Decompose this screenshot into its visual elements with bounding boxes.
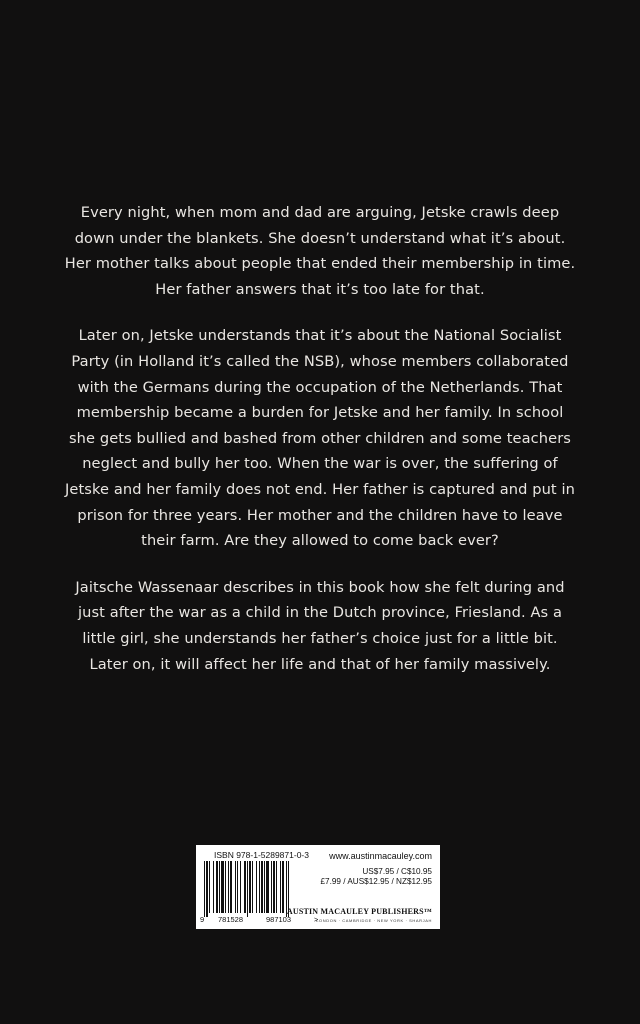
barcode-bar (209, 861, 210, 913)
price-line-1: US$7.95 / C$10.95 (362, 867, 432, 876)
price-list (320, 867, 432, 887)
barcode-bar (221, 861, 224, 913)
barcode-digit-group-2: 987103 (266, 915, 292, 924)
barcode-bar (213, 861, 214, 913)
barcode-bar (244, 861, 246, 913)
barcode-digit-lead: 9 (200, 915, 205, 924)
barcode-bar (280, 861, 281, 913)
barcode-digit-tail: > (314, 915, 319, 924)
barcode-bar (230, 861, 232, 913)
barcode-bar (219, 861, 220, 913)
barcode-bar (252, 861, 253, 913)
barcode-bar (204, 861, 205, 917)
barcode-bar (237, 861, 238, 913)
publisher-logo: AUSTIN MACAULEY PUBLISHERS™ (286, 907, 432, 916)
barcode-bar (261, 861, 263, 913)
barcode-bar (266, 861, 269, 913)
barcode-bar (206, 861, 208, 917)
back-cover-blurb (62, 200, 578, 698)
barcode-bar (264, 861, 265, 913)
barcode-bar (271, 861, 272, 913)
barcode-bar (247, 861, 248, 917)
barcode-digit-group-1: 781528 (218, 915, 244, 924)
isbn-label: ISBN 978-1-5289871-0-3 (214, 850, 309, 860)
barcode-bar (282, 861, 284, 913)
barcode-bar (235, 861, 236, 913)
barcode-bar (216, 861, 218, 913)
publisher-website: www.austinmacauley.com (329, 851, 432, 861)
barcode-bar (259, 861, 260, 913)
barcode-bar (225, 861, 226, 913)
barcode-bar (240, 861, 241, 913)
barcode-panel (196, 845, 440, 929)
barcode-bar (273, 861, 275, 913)
blurb-paragraph-2: Later on, Jetske understands that it’s about the National Socialist Party (in Holland it’s called the NSB), whose members collaborated with the Germans during the occupation of the Netherlands. That membership became a burden for Jetske and her family. In school she gets bullied and bashed from other children and some teachers neglect and bully her too. When the war is over, the suffering of Jetske and her family does not end. Her father is captured and put in prison for three years. Her mother and the children have to leave their farm. Are they allowed to come back ever? (64, 327, 575, 550)
barcode-bar (249, 861, 251, 913)
blurb-paragraph-1: Every night, when mom and dad are arguing, Jetske crawls deep down under the blankets. She doesn’t understand what it’s about. Her mother talks about people that ended their membership in time. Her father answers that it’s too late for that. (64, 204, 576, 298)
barcode-bar (256, 861, 257, 913)
price-line-2: £7.99 / AUS$12.95 / NZ$12.95 (320, 877, 432, 886)
publisher-cities: LONDON · CAMBRIDGE · NEW YORK · SHARJAH (316, 918, 432, 923)
blurb-paragraph-3: Jaitsche Wassenaar describes in this book how she felt during and just after the war as a child in the Dutch province, Friesland. As a little girl, she understands her father’s choice just for a little bit. Later on, it will affect her life and that of her family massively. (75, 578, 565, 673)
barcode-bar (228, 861, 229, 913)
barcode-bar (276, 861, 277, 913)
